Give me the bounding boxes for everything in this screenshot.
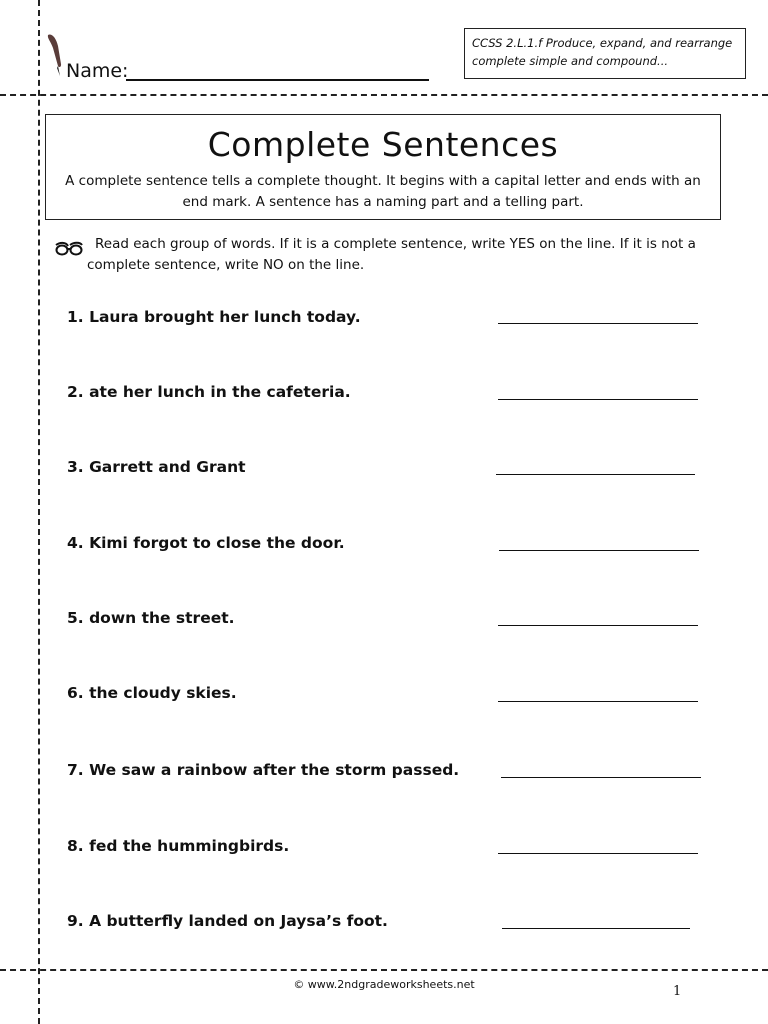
sentence-item: 1. Laura brought her lunch today. [67,308,361,326]
sentence-item: 3. Garrett and Grant [67,458,246,476]
sentence-item: 9. A butterfly landed on Jaysa’s foot. [67,912,388,930]
sentence-item: 8. fed the hummingbirds. [67,837,290,855]
page-title: Complete Sentences [207,125,559,164]
answer-line[interactable] [498,853,698,854]
answer-line[interactable] [501,777,701,778]
left-margin-guide [38,0,40,1024]
standard-text: CCSS 2.L.1.f Produce, expand, and rearrange complete simple and compound... [472,36,733,68]
answer-line[interactable] [502,928,690,929]
name-input-line[interactable] [126,79,429,81]
sentence-item: 5. down the street. [67,609,235,627]
name-label: Name: [66,60,129,82]
pencil-icon [44,32,66,80]
sentence-item: 2. ate her lunch in the cafeteria. [67,383,351,401]
bottom-cut-guide [0,969,768,971]
answer-line[interactable] [498,399,698,400]
sentence-item: 4. Kimi forgot to close the door. [67,534,345,552]
answer-line[interactable] [498,323,698,324]
instructions-text: Read each group of words. If it is a complete sentence, write YES on the line. If it is not a complete sentence, write NO on the line. [87,236,696,273]
sentence-item: 7. We saw a rainbow after the storm passed. [67,761,460,779]
top-cut-guide [0,94,768,96]
answer-line[interactable] [498,625,698,626]
glasses-icon [54,239,84,257]
standard-box [464,28,746,79]
sentence-item: 6. the cloudy skies. [67,684,237,702]
answer-line[interactable] [498,701,698,702]
website-credit: © www.2ndgradeworksheets.net [293,978,475,991]
title-box [45,114,721,220]
answer-line[interactable] [499,550,699,551]
page-number: 1 [673,984,682,999]
definition-text: A complete sentence tells a complete thought. It begins with a capital letter and ends with an end mark. A sentence has a naming part and a telling part. [65,173,701,210]
answer-line[interactable] [496,474,695,475]
